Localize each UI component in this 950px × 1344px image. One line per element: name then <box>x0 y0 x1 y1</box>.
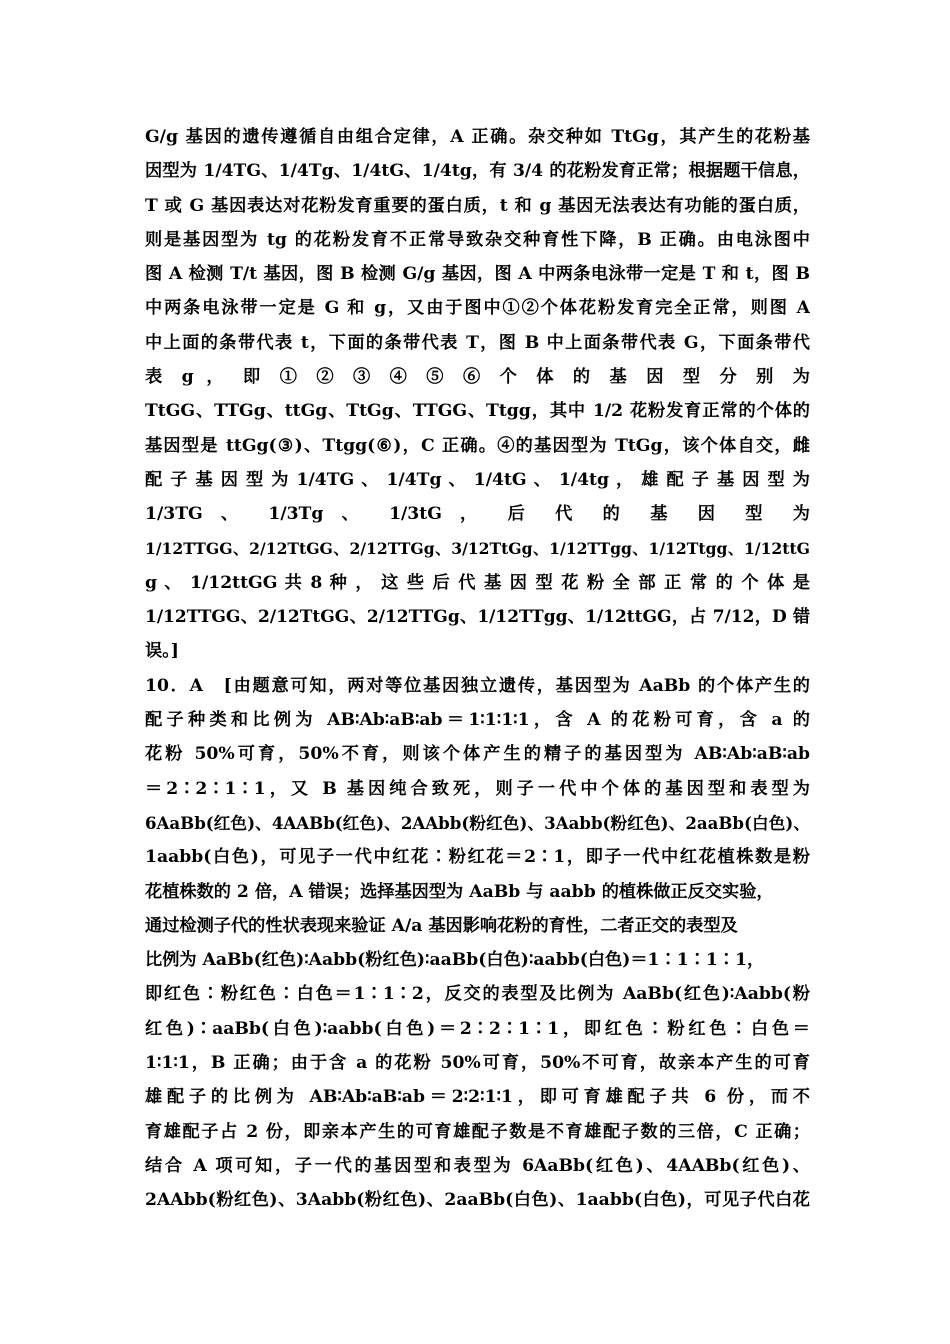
text-line: 2AAbb(粉红色)、3Aabb(粉红色)、2aaBb(白色)、1aabb(白色)，可见子代白花 <box>145 1190 810 1211</box>
text-line: 误。] <box>145 641 179 662</box>
text-line: 1/12TTGG、2/12TtGG、2/12TTGg、3/12TtGg、1/12TTgg、1/12Ttgg、1/12ttG <box>145 538 810 558</box>
text-line: 1/3TG 、 1/3Tg 、 1/3tG ， 后 代 的 基 因 型 为 <box>145 504 810 525</box>
text-line: TtGG、TTGg、ttGg、TtGg、TTGG、Ttgg，其中 1/2 花粉发育正常的个体的 <box>145 401 810 422</box>
text-line: 雄配子的比例为 AB∶Ab∶aB∶ab＝2∶2∶1∶1，即可育雄配子共 6 份，而不 <box>145 1087 810 1108</box>
text-line: G/g 基因的遗传遵循自由组合定律，A 正确。杂交种如 TtGg，其产生的花粉基 <box>145 127 810 147</box>
text-line: 图 A 检测 T/t 基因，图 B 检测 G/g 基因，图 A 中两条电泳带一定是 T 和 t，图 B <box>145 264 810 285</box>
text-line: 花植株数的 2 倍，A 错误；选择基因型为 AaBb 与 aabb 的植株做正反交实验， <box>145 881 774 902</box>
text-line: 基因型是 ttGg(③)、Ttgg(⑥)，C 正确。④的基因型为 TtGg，该个体自交，雌 <box>145 435 810 456</box>
text-line: 1∶1∶1，B 正确；由于含 a 的花粉 50%可育，50%不可育，故亲本产生的可育 <box>145 1053 810 1074</box>
text-line: 配子种类和比例为 AB∶Ab∶aB∶ab＝1∶1∶1∶1，含 A 的花粉可育，含 a 的 <box>145 710 810 731</box>
text-line: 则是基因型为 tg 的花粉发育不正常导致杂交种育性下降，B 正确。由电泳图中 <box>145 229 810 250</box>
text-line: 育雄配子占 2 份，即亲本产生的可育雄配子数是不育雄配子数的三倍，C 正确； <box>145 1121 810 1142</box>
text-line: ＝2∶2∶1∶1，又 B 基因纯合致死，则子一代中个体的基因型和表型为 <box>145 778 810 799</box>
text-line: 结合 A 项可知，子一代的基因型和表型为 6AaBb(红色)、4AABb(红色)、 <box>145 1155 810 1176</box>
text-line: g 、 1/12ttGG 共 8 种 ， 这 些 后 代 基 因 型 花 粉 全 部 正 常 的 个 体 是 <box>145 572 810 593</box>
text-line: 1aabb(白色)，可见子一代中红花∶粉红花＝2∶1，即子一代中红花植株数是粉 <box>145 847 810 868</box>
answer-text-block <box>145 120 810 1218</box>
text-line: 即红色∶粉红色∶白色＝1∶1∶2，反交的表型及比例为 AaBb(红色)∶Aabb(粉 <box>145 984 810 1005</box>
text-line: 花粉 50%可育，50%不育，则该个体产生的精子的基因型为 AB∶Ab∶aB∶ab <box>145 744 810 765</box>
text-line: 红色)∶aaBb(白色)∶aabb(白色)＝2∶2∶1∶1，即红色∶粉红色∶白色＝ <box>145 1018 810 1039</box>
text-line: 6AaBb(红色)、4AABb(红色)、2AAbb(粉红色)、3Aabb(粉红色)、2aaBb(白色)、 <box>145 812 810 833</box>
text-line: T 或 G 基因表达对花粉发育重要的蛋白质，t 和 g 基因无法表达有功能的蛋白质， <box>145 195 810 216</box>
text-line: 1/12TTGG、2/12TtGG、2/12TTGg、1/12TTgg、1/12ttGG，占 7/12，D 错 <box>145 607 810 628</box>
text-line: 表 g ， 即 ① ② ③ ④ ⑤ ⑥ 个 体 的 基 因 型 分 别 为 <box>145 367 810 388</box>
text-line: 10．A [由题意可知，两对等位基因独立遗传，基因型为 AaBb 的个体产生的 <box>145 675 810 696</box>
text-line: 中上面的条带代表 t，下面的条带代表 T，图 B 中上面条带代表 G，下面条带代 <box>145 332 810 353</box>
text-line: 通过检测子代的性状表现来验证 A/a 基因影响花粉的育性，二者正交的表型及 <box>145 915 738 936</box>
text-line: 中两条电泳带一定是 G 和 g，又由于图中①②个体花粉发育完全正常，则图 A <box>145 298 810 319</box>
text-line: 配 子 基 因 型 为 1/4TG 、 1/4Tg 、 1/4tG 、 1/4tg ， 雄 配 子 基 因 型 为 <box>145 469 810 490</box>
text-line: 因型为 1/4TG、1/4Tg、1/4tG、1/4tg，有 3/4 的花粉发育正常；根据题干信息， <box>145 161 810 182</box>
text-line: 比例为 AaBb(红色)∶Aabb(粉红色)∶aaBb(白色)∶aabb(白色)＝1∶1∶1∶1， <box>145 950 765 971</box>
